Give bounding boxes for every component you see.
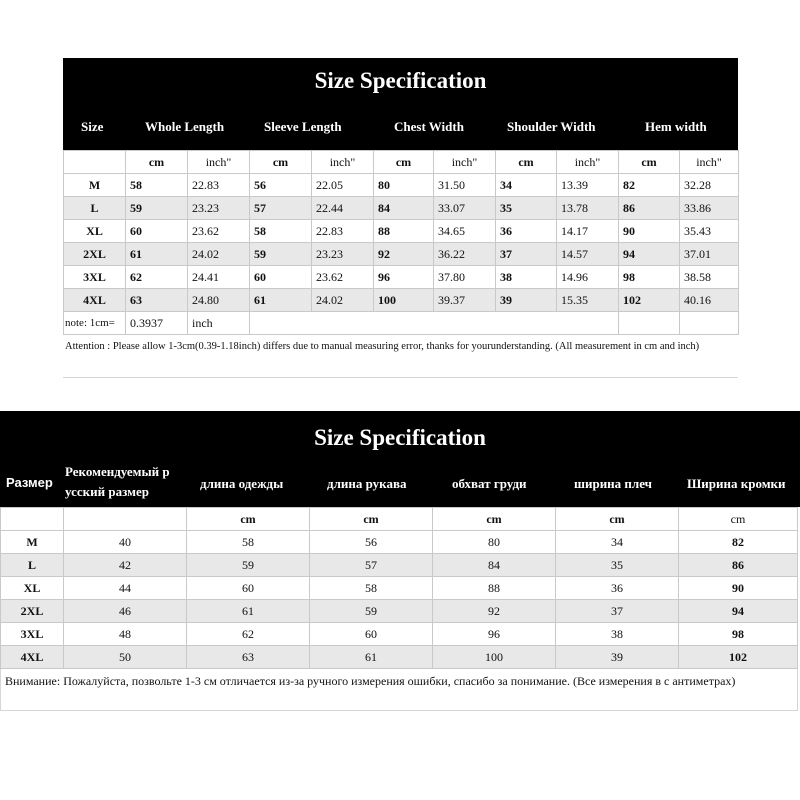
value-cell: 60 bbox=[126, 220, 188, 243]
value-cell: 40.16 bbox=[680, 289, 739, 312]
value-cell: 36.22 bbox=[434, 243, 496, 266]
value-cell: 56 bbox=[250, 174, 312, 197]
table-row bbox=[64, 174, 739, 197]
value-cell: 62 bbox=[126, 266, 188, 289]
value-cell: 14.96 bbox=[557, 266, 619, 289]
value-cell: 102 bbox=[619, 289, 680, 312]
size-cell: 2XL bbox=[64, 243, 126, 266]
unit-cell: cm bbox=[250, 151, 312, 174]
value-cell: 24.80 bbox=[188, 289, 250, 312]
column-header-chest-width: Chest Width bbox=[394, 119, 464, 134]
table-title: Size Specification bbox=[314, 425, 486, 450]
value-cell: 39.37 bbox=[434, 289, 496, 312]
table-title: Size Specification bbox=[314, 68, 487, 93]
value-cell: 14.17 bbox=[557, 220, 619, 243]
value-cell: 100 bbox=[374, 289, 434, 312]
unit-cell: inch" bbox=[434, 151, 496, 174]
value-cell: 13.78 bbox=[557, 197, 619, 220]
value-cell: 56 bbox=[310, 531, 433, 554]
value-cell: 59 bbox=[250, 243, 312, 266]
value-cell: 14.57 bbox=[557, 243, 619, 266]
table-row bbox=[64, 220, 739, 243]
column-header-hem: Ширина кромки bbox=[687, 476, 786, 491]
value-cell: 24.02 bbox=[312, 289, 374, 312]
value-cell: 62 bbox=[187, 623, 310, 646]
value-cell: 24.41 bbox=[188, 266, 250, 289]
value-cell: 37 bbox=[496, 243, 557, 266]
value-cell: 57 bbox=[250, 197, 312, 220]
ru-size-cell: 44 bbox=[64, 577, 187, 600]
value-cell: 59 bbox=[187, 554, 310, 577]
units-row bbox=[64, 151, 739, 174]
value-cell: 100 bbox=[433, 646, 556, 669]
value-cell: 39 bbox=[496, 289, 557, 312]
size-cell: M bbox=[1, 531, 64, 554]
value-cell: 36 bbox=[556, 577, 679, 600]
value-cell: 84 bbox=[433, 554, 556, 577]
value-cell: 22.83 bbox=[188, 174, 250, 197]
units-row bbox=[1, 508, 798, 531]
size-grid bbox=[63, 150, 739, 335]
table-row bbox=[1, 531, 798, 554]
attention-note: Внимание: Пожалуйста, позвольте 1-3 см отличается из-за ручного измерения ошибки, спасибо за понимание. (Все измерения в с антиметрах) bbox=[0, 669, 798, 711]
value-cell: 98 bbox=[679, 623, 798, 646]
value-cell: 61 bbox=[250, 289, 312, 312]
value-cell: 63 bbox=[187, 646, 310, 669]
value-cell: 37 bbox=[556, 600, 679, 623]
value-cell: 35 bbox=[496, 197, 557, 220]
value-cell: 37.01 bbox=[680, 243, 739, 266]
note-label: note: 1cm= bbox=[64, 312, 126, 335]
value-cell: 23.62 bbox=[312, 266, 374, 289]
value-cell: 39 bbox=[556, 646, 679, 669]
value-cell: 57 bbox=[310, 554, 433, 577]
size-cell: 2XL bbox=[1, 600, 64, 623]
value-cell: 32.28 bbox=[680, 174, 739, 197]
unit-cell: cm bbox=[679, 508, 798, 531]
ru-size-cell: 46 bbox=[64, 600, 187, 623]
value-cell: 35.43 bbox=[680, 220, 739, 243]
unit-cell: cm bbox=[374, 151, 434, 174]
value-cell: 60 bbox=[310, 623, 433, 646]
attention-note: Attention : Please allow 1-3cm(0.39-1.18inch) differs due to manual measuring error, thanks for yourunderstanding. (All measurement in cm and inch) bbox=[63, 335, 738, 378]
value-cell: 61 bbox=[187, 600, 310, 623]
value-cell: 84 bbox=[374, 197, 434, 220]
value-cell: 98 bbox=[619, 266, 680, 289]
column-header-sleeve-length: Sleeve Length bbox=[264, 119, 342, 134]
column-header-size: Size bbox=[81, 119, 104, 134]
table-row bbox=[1, 577, 798, 600]
size-cell: L bbox=[64, 197, 126, 220]
value-cell: 34.65 bbox=[434, 220, 496, 243]
table-row bbox=[64, 197, 739, 220]
value-cell: 88 bbox=[433, 577, 556, 600]
value-cell: 37.80 bbox=[434, 266, 496, 289]
value-cell: 96 bbox=[374, 266, 434, 289]
value-cell: 58 bbox=[126, 174, 188, 197]
value-cell: 82 bbox=[619, 174, 680, 197]
column-header-chest: обхват груди bbox=[452, 476, 527, 491]
column-header-whole-length: Whole Length bbox=[145, 119, 225, 134]
value-cell: 60 bbox=[187, 577, 310, 600]
size-cell: M bbox=[64, 174, 126, 197]
value-cell: 58 bbox=[310, 577, 433, 600]
value-cell: 60 bbox=[250, 266, 312, 289]
value-cell: 90 bbox=[619, 220, 680, 243]
value-cell: 33.07 bbox=[434, 197, 496, 220]
value-cell: 94 bbox=[679, 600, 798, 623]
size-cell: 3XL bbox=[1, 623, 64, 646]
value-cell: 33.86 bbox=[680, 197, 739, 220]
value-cell: 92 bbox=[433, 600, 556, 623]
table-row bbox=[1, 554, 798, 577]
table-row bbox=[1, 600, 798, 623]
value-cell: 58 bbox=[250, 220, 312, 243]
value-cell: 59 bbox=[310, 600, 433, 623]
unit-cell: cm bbox=[126, 151, 188, 174]
ru-size-cell: 40 bbox=[64, 531, 187, 554]
value-cell: 13.39 bbox=[557, 174, 619, 197]
value-cell: 38 bbox=[556, 623, 679, 646]
ru-size-cell: 50 bbox=[64, 646, 187, 669]
conversion-note-row bbox=[64, 312, 739, 335]
value-cell: 90 bbox=[679, 577, 798, 600]
value-cell: 82 bbox=[679, 531, 798, 554]
column-header-garment-length: длина одежды bbox=[200, 476, 284, 491]
column-header-recommended-size: Рекомендуемый р усский размер bbox=[65, 464, 170, 499]
size-cell: L bbox=[1, 554, 64, 577]
size-cell: XL bbox=[64, 220, 126, 243]
value-cell: 22.83 bbox=[312, 220, 374, 243]
value-cell: 23.62 bbox=[188, 220, 250, 243]
ru-size-cell: 48 bbox=[64, 623, 187, 646]
value-cell: 22.44 bbox=[312, 197, 374, 220]
value-cell: 34 bbox=[496, 174, 557, 197]
unit-cell: inch" bbox=[680, 151, 739, 174]
value-cell: 38.58 bbox=[680, 266, 739, 289]
value-cell: 102 bbox=[679, 646, 798, 669]
column-header-sleeve-length: длина рукава bbox=[327, 476, 407, 491]
value-cell: 88 bbox=[374, 220, 434, 243]
column-header-shoulder-width: Shoulder Width bbox=[507, 119, 596, 134]
column-header-shoulder: ширина плеч bbox=[574, 476, 652, 491]
value-cell: 23.23 bbox=[312, 243, 374, 266]
value-cell: 22.05 bbox=[312, 174, 374, 197]
size-cell: XL bbox=[1, 577, 64, 600]
size-cell: 4XL bbox=[1, 646, 64, 669]
table-row bbox=[64, 289, 739, 312]
ru-size-cell: 42 bbox=[64, 554, 187, 577]
value-cell: 23.23 bbox=[188, 197, 250, 220]
unit-cell: cm bbox=[619, 151, 680, 174]
table-row bbox=[64, 243, 739, 266]
table-row bbox=[1, 623, 798, 646]
value-cell: 80 bbox=[433, 531, 556, 554]
unit-cell: inch" bbox=[188, 151, 250, 174]
unit-cell: cm bbox=[556, 508, 679, 531]
table-header bbox=[63, 58, 738, 150]
size-cell: 4XL bbox=[64, 289, 126, 312]
table-row bbox=[64, 266, 739, 289]
value-cell: 15.35 bbox=[557, 289, 619, 312]
unit-cell: cm bbox=[310, 508, 433, 531]
value-cell: 92 bbox=[374, 243, 434, 266]
size-cell: 3XL bbox=[64, 266, 126, 289]
value-cell: 86 bbox=[619, 197, 680, 220]
value-cell: 96 bbox=[433, 623, 556, 646]
size-grid bbox=[0, 507, 798, 669]
value-cell: 61 bbox=[310, 646, 433, 669]
unit-cell: cm bbox=[187, 508, 310, 531]
value-cell: 58 bbox=[187, 531, 310, 554]
value-cell: 80 bbox=[374, 174, 434, 197]
value-cell: 35 bbox=[556, 554, 679, 577]
unit-cell: inch" bbox=[312, 151, 374, 174]
value-cell: 94 bbox=[619, 243, 680, 266]
unit-cell: cm bbox=[433, 508, 556, 531]
column-header-hem-width: Hem width bbox=[645, 119, 707, 134]
column-header-size: Размер bbox=[6, 475, 53, 490]
unit-cell: inch" bbox=[557, 151, 619, 174]
table-row bbox=[1, 646, 798, 669]
value-cell: 31.50 bbox=[434, 174, 496, 197]
value-cell: 24.02 bbox=[188, 243, 250, 266]
value-cell: 36 bbox=[496, 220, 557, 243]
value-cell: 38 bbox=[496, 266, 557, 289]
value-cell: 86 bbox=[679, 554, 798, 577]
value-cell: 63 bbox=[126, 289, 188, 312]
note-value: 0.3937 bbox=[126, 312, 188, 335]
note-unit: inch bbox=[188, 312, 250, 335]
value-cell: 34 bbox=[556, 531, 679, 554]
size-table-russian bbox=[0, 411, 800, 711]
value-cell: 59 bbox=[126, 197, 188, 220]
unit-cell: cm bbox=[496, 151, 557, 174]
size-table-english bbox=[63, 58, 738, 378]
table-header bbox=[0, 411, 800, 507]
value-cell: 61 bbox=[126, 243, 188, 266]
